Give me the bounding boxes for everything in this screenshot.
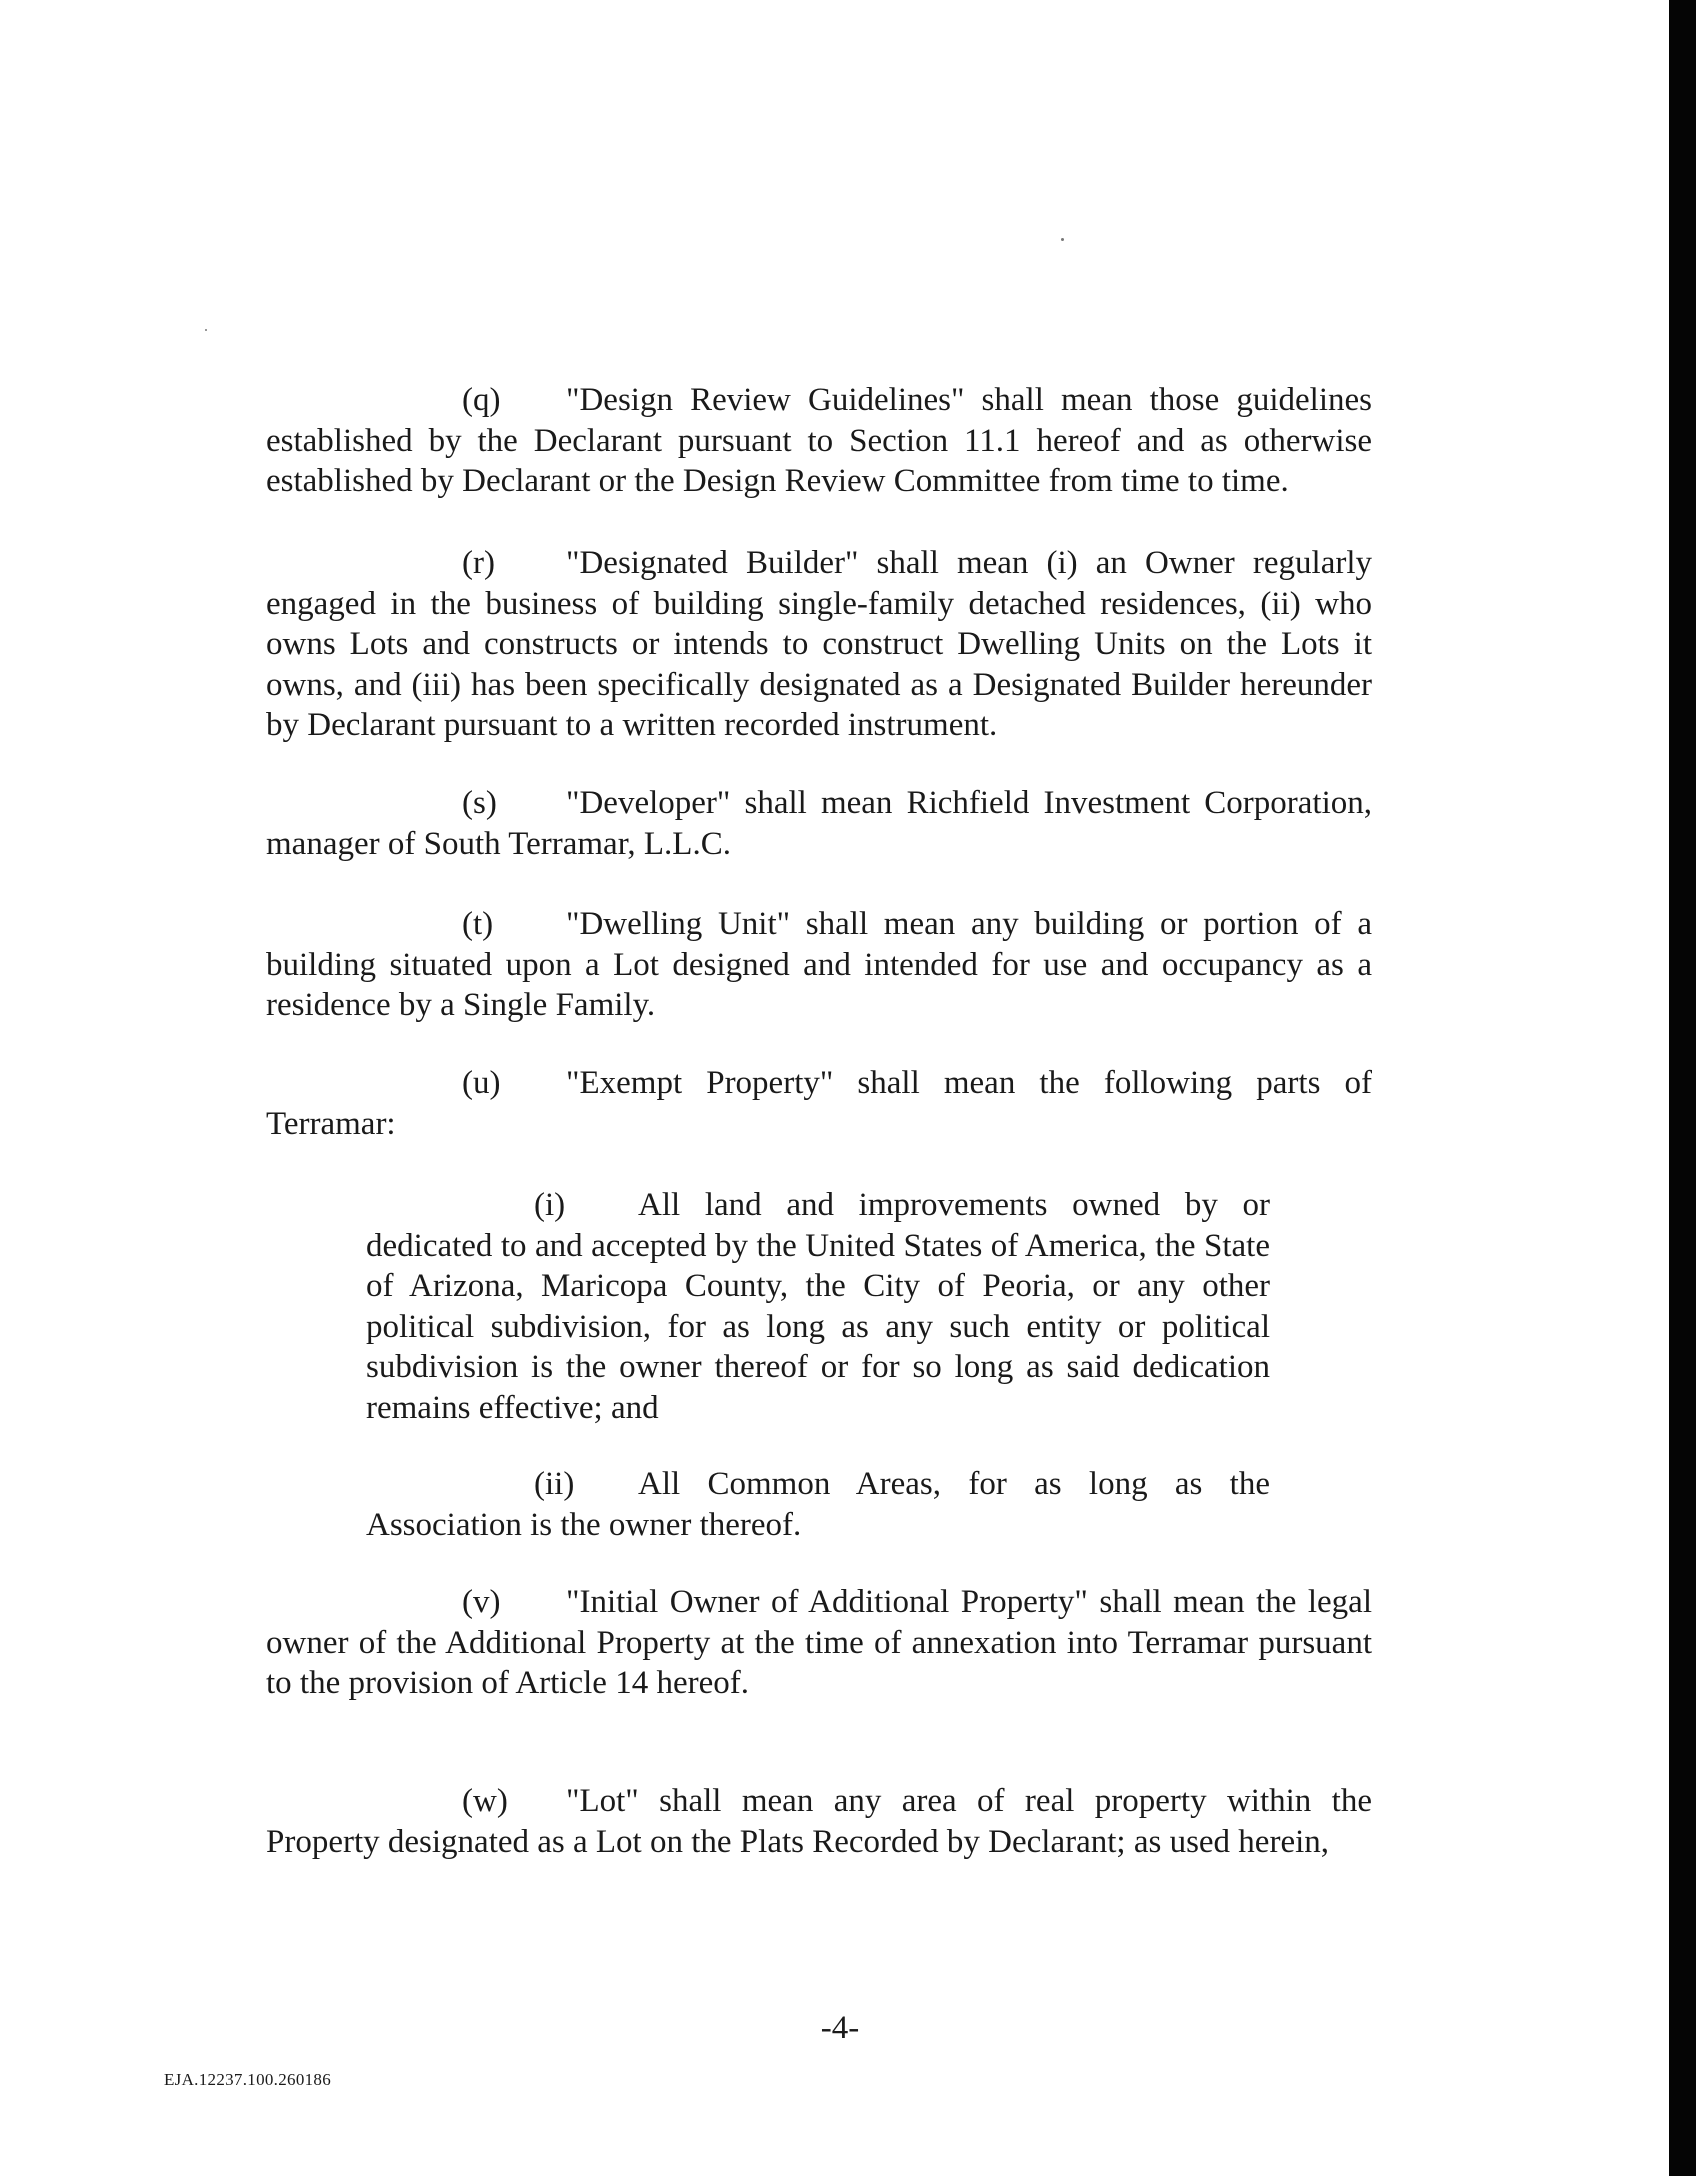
subdefinition-body: Association is the owner thereof. (366, 1506, 802, 1543)
definition-marker: (u) (462, 1065, 501, 1101)
page-number: -4- (820, 2010, 860, 2046)
definition-marker: (q) (462, 382, 501, 418)
definition-body: Property designated as a Lot on the Plats Recorded by Declarant; as used herein, (266, 1823, 1330, 1860)
definition-first-line: (v) "Initial Owner of Additional Property" shall mean the legal (266, 1582, 1372, 1623)
subdefinition-first-line: (ii) All Common Areas, for as long as the (366, 1464, 1270, 1505)
definition-first-line: (w) "Lot" shall mean any area of real property within the (266, 1781, 1372, 1822)
definition-first-line: (u) "Exempt Property" shall mean the following parts of (266, 1063, 1372, 1104)
definition-body: Terramar: (266, 1105, 396, 1142)
scan-speck (1061, 238, 1064, 241)
subdefinition-i (366, 1185, 1270, 1428)
definition-s (266, 783, 1372, 864)
subdefinition-marker: (i) (534, 1187, 566, 1223)
definition-body: manager of South Terramar, L.L.C. (266, 825, 731, 862)
definition-q (266, 380, 1372, 502)
definition-first-line: (r) "Designated Builder" shall mean (i) an Owner regularly (266, 543, 1372, 584)
subdefinition-ii (366, 1464, 1270, 1545)
definition-r (266, 543, 1372, 746)
definition-body: established by the Declarant pursuant to Section 11.1 hereof and as otherwise established by Declarant or the Design Review Committee from time to time. (266, 422, 1372, 499)
definition-body: owner of the Additional Property at the time of annexation into Terramar pursuant to the provision of Article 14 hereof. (266, 1624, 1372, 1701)
definition-w (266, 1781, 1372, 1862)
definition-marker: (s) (462, 785, 497, 821)
subdefinition-first-line: (i) All land and improvements owned by or (366, 1185, 1270, 1226)
definition-u (266, 1063, 1372, 1144)
definition-body: engaged in the business of building single-family detached residences, (ii) who owns Lots and constructs or intends to construct Dwelling Units on the Lots it owns, and (iii) has been specifically designated as a Designated Builder hereunder by Declarant pursuant to a written recorded instrument. (266, 585, 1372, 743)
definition-v (266, 1582, 1372, 1704)
definition-body: building situated upon a Lot designed and intended for use and occupancy as a residence by a Single Family. (266, 946, 1372, 1023)
definition-t (266, 904, 1372, 1026)
definition-marker: (v) (462, 1584, 501, 1620)
subdefinition-body: dedicated to and accepted by the United States of America, the State of Arizona, Maricopa County, the City of Peoria, or any other political subdivision, for as long as any such entity or political subdivision is the owner thereof or for so long as said dedication remains effective; and (366, 1227, 1270, 1426)
definition-marker: (w) (462, 1783, 508, 1819)
scan-edge (1669, 0, 1696, 2176)
definition-marker: (t) (462, 906, 494, 942)
document-id: EJA.12237.100.260186 (164, 2070, 332, 2089)
definition-first-line: (q) "Design Review Guidelines" shall mean those guidelines (266, 380, 1372, 421)
definition-marker: (r) (462, 545, 495, 581)
subdefinition-marker: (ii) (534, 1466, 575, 1502)
definition-first-line: (t) "Dwelling Unit" shall mean any building or portion of a (266, 904, 1372, 945)
definition-first-line: (s) "Developer" shall mean Richfield Investment Corporation, (266, 783, 1372, 824)
scan-speck (205, 329, 207, 331)
